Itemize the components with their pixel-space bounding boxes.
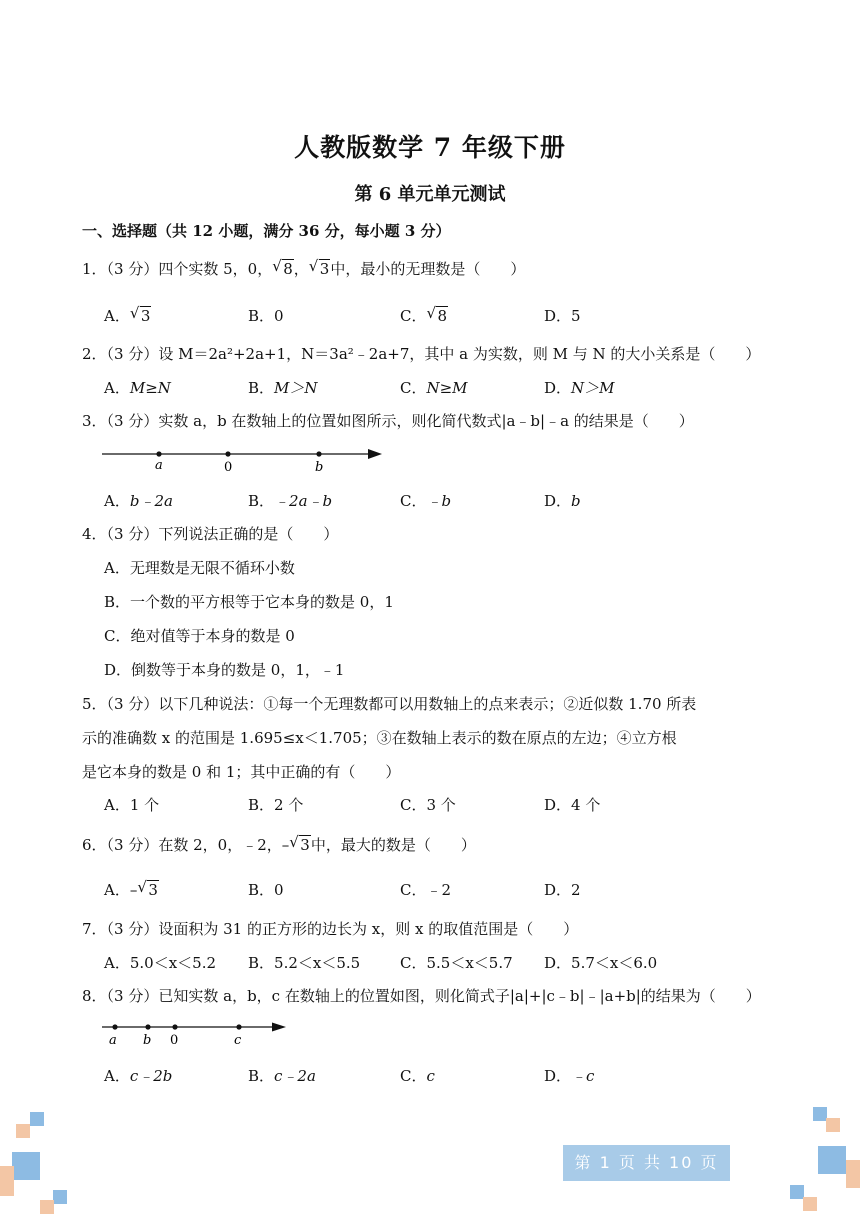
q7-option-b[interactable]: B．5.2＜x＜5.5 bbox=[248, 954, 361, 972]
question-8-stem: 8．（3 分）已知实数 a，b，c 在数轴上的位置如图，则化简式子|a|+|c﹣b|﹣|a+b|的结果为（ ） bbox=[82, 987, 761, 1005]
point-zero bbox=[225, 451, 230, 456]
decor-square bbox=[803, 1197, 817, 1211]
sqrt-symbol: √ 8 bbox=[426, 304, 448, 325]
question-5-stem-line2: 示的准确数 x 的范围是 1.695≤x＜1.705；③在数轴上表示的数在原点的左边；④立方根 bbox=[82, 729, 677, 747]
decor-square bbox=[40, 1200, 54, 1214]
decor-square bbox=[30, 1112, 44, 1126]
q1-option-c[interactable]: C． √ 8 bbox=[400, 304, 448, 325]
q6-option-d[interactable]: D．2 bbox=[544, 881, 581, 899]
question-1-stem bbox=[82, 259, 525, 279]
q8-number-line bbox=[100, 1018, 300, 1050]
number-line-arrow bbox=[368, 449, 382, 459]
q4-option-c[interactable]: C．绝对值等于本身的数是 0 bbox=[104, 627, 295, 645]
q2-option-c[interactable]: C．N≥M bbox=[400, 379, 468, 397]
decor-square bbox=[818, 1146, 846, 1174]
q7-option-c[interactable]: C．5.5＜x＜5.7 bbox=[400, 954, 513, 972]
question-3-stem: 3．（3 分）实数 a，b 在数轴上的位置如图所示，则化简代数式|a﹣b|﹣a 的结果是（ ） bbox=[82, 412, 694, 430]
question-7-stem: 7．（3 分）设面积为 31 的正方形的边长为 x，则 x 的取值范围是（ ） bbox=[82, 920, 579, 938]
q6-option-b[interactable]: B．0 bbox=[248, 881, 284, 899]
sqrt-symbol: √ 3 bbox=[289, 833, 310, 854]
label-zero: 0 bbox=[224, 460, 233, 475]
q7-option-d[interactable]: D．5.7＜x＜6.0 bbox=[544, 954, 658, 972]
q3-option-a[interactable]: A．b﹣2a bbox=[104, 492, 173, 510]
decor-square bbox=[790, 1185, 804, 1199]
decor-square bbox=[846, 1160, 860, 1188]
question-2-stem: 2．（3 分）设 M＝2a²+2a+1，N＝3a²﹣2a+7，其中 a 为实数，则 M 与 N 的大小关系是（ ） bbox=[82, 345, 761, 363]
question-5-stem-line3: 是它本身的数是 0 和 1；其中正确的有（ ） bbox=[82, 763, 401, 781]
q3-option-c[interactable]: C．﹣b bbox=[400, 492, 452, 510]
q3-option-d[interactable]: D．b bbox=[544, 492, 581, 510]
q8-option-d[interactable]: D．﹣c bbox=[544, 1067, 595, 1085]
question-6-stem: 6．（3 分）在数 2，0，﹣2，– √ 3中，最大的数是（ ） bbox=[82, 833, 476, 854]
label-c: c bbox=[234, 1033, 242, 1048]
sqrt-symbol: √ 8 bbox=[272, 257, 293, 278]
point-a bbox=[156, 451, 161, 456]
page-indicator: 第 1 页 共 10 页 bbox=[563, 1145, 730, 1181]
decor-square bbox=[813, 1107, 827, 1121]
label-a: a bbox=[109, 1033, 117, 1048]
q1-stem-part: 中，最小的无理数是（ ） bbox=[330, 260, 526, 278]
q1-option-d[interactable]: D．5 bbox=[544, 307, 581, 325]
q3-option-b[interactable]: B．﹣2a﹣b bbox=[248, 492, 333, 510]
q8-option-a[interactable]: A．c﹣2b bbox=[104, 1067, 173, 1085]
sqrt-symbol: √ 3 bbox=[308, 257, 330, 278]
q5-option-d[interactable]: D．4 个 bbox=[544, 796, 601, 814]
point-b bbox=[316, 451, 321, 456]
decor-square bbox=[12, 1152, 40, 1180]
q8-option-b[interactable]: B．c﹣2a bbox=[248, 1067, 316, 1085]
decor-square bbox=[826, 1118, 840, 1132]
label-b: b bbox=[143, 1033, 152, 1048]
q1-option-a[interactable]: A． √ 3 bbox=[104, 304, 151, 325]
q4-option-b[interactable]: B．一个数的平方根等于它本身的数是 0，1 bbox=[104, 593, 394, 611]
q2-option-d[interactable]: D．N＞M bbox=[544, 379, 615, 397]
q5-option-b[interactable]: B．2 个 bbox=[248, 796, 304, 814]
q5-option-c[interactable]: C．3 个 bbox=[400, 796, 456, 814]
q7-option-a[interactable]: A．5.0＜x＜5.2 bbox=[104, 954, 217, 972]
radicand: 3 bbox=[319, 260, 330, 278]
label-zero: 0 bbox=[170, 1033, 179, 1048]
number-line-arrow bbox=[272, 1023, 286, 1032]
q4-option-a[interactable]: A．无理数是无限不循环小数 bbox=[104, 559, 295, 577]
question-5-stem-line1: 5．（3 分）以下几种说法：①每一个无理数都可以用数轴上的点来表示；②近似数 1.70 所表 bbox=[82, 695, 697, 713]
q5-option-a[interactable]: A．1 个 bbox=[104, 796, 160, 814]
q8-option-c[interactable]: C．c bbox=[400, 1067, 435, 1085]
point-a bbox=[112, 1024, 117, 1029]
decor-square bbox=[0, 1166, 14, 1196]
q3-number-line bbox=[100, 444, 390, 476]
label-a: a bbox=[155, 458, 163, 473]
question-4-stem: 4．（3 分）下列说法正确的是（ ） bbox=[82, 525, 339, 543]
sqrt-symbol: √ 3 bbox=[137, 878, 158, 899]
point-b bbox=[145, 1024, 150, 1029]
q1-option-b[interactable]: B．0 bbox=[248, 307, 284, 325]
q1-stem-part: 1．（3 分）四个实数 5，0， bbox=[82, 260, 273, 278]
q2-option-b[interactable]: B．M＞N bbox=[248, 379, 318, 397]
page-title: 人教版数学 7 年级下册 bbox=[294, 133, 566, 162]
q6-option-c[interactable]: C．﹣2 bbox=[400, 881, 452, 899]
page-subtitle: 第 6 单元单元测试 bbox=[354, 184, 506, 205]
section-heading: 一、选择题（共 12 小题，满分 36 分，每小题 3 分） bbox=[82, 222, 451, 240]
point-c bbox=[236, 1024, 241, 1029]
q6-option-a[interactable]: A．– √ 3 bbox=[104, 878, 158, 899]
radicand: 8 bbox=[283, 260, 293, 278]
q2-option-a[interactable]: A．M≥N bbox=[104, 379, 171, 397]
q4-option-d[interactable]: D．倒数等于本身的数是 0，1，﹣1 bbox=[104, 661, 345, 679]
decor-square bbox=[53, 1190, 67, 1204]
point-zero bbox=[172, 1024, 177, 1029]
q1-stem-part: ， bbox=[293, 260, 309, 278]
sqrt-symbol: √ 3 bbox=[129, 304, 151, 325]
label-b: b bbox=[315, 460, 324, 475]
decor-square bbox=[16, 1124, 30, 1138]
